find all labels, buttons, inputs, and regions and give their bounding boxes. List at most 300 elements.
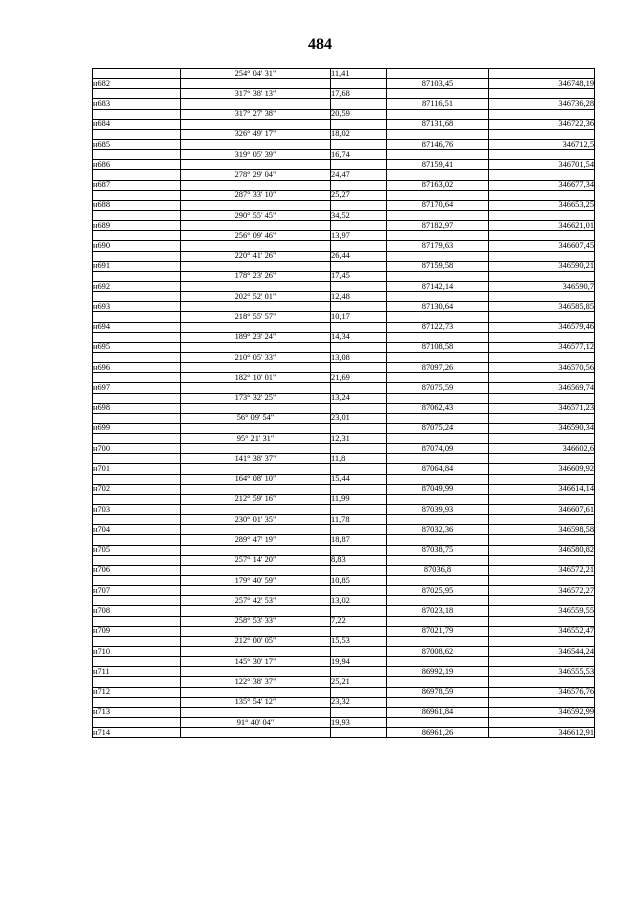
segment-row xyxy=(93,454,595,464)
point-name: н687 xyxy=(93,180,181,190)
point-row xyxy=(93,667,595,677)
distance-cell: 15,44 xyxy=(331,474,387,484)
x-cell xyxy=(387,718,489,728)
x-coordinate: 87038,75 xyxy=(387,545,489,555)
y-cell xyxy=(489,515,595,525)
angle-cell xyxy=(181,647,331,657)
segment-row xyxy=(93,292,595,302)
x-cell xyxy=(387,170,489,180)
point-row xyxy=(93,626,595,636)
y-cell xyxy=(489,190,595,200)
angle-cell: 135° 54' 12" xyxy=(181,697,331,707)
x-cell xyxy=(387,150,489,160)
x-cell xyxy=(387,231,489,241)
x-cell xyxy=(387,332,489,342)
angle-cell: 164° 08' 10" xyxy=(181,474,331,484)
y-cell xyxy=(489,555,595,565)
x-coordinate: 87025,95 xyxy=(387,586,489,596)
distance-cell xyxy=(331,241,387,251)
segment-row xyxy=(93,677,595,687)
distance-cell xyxy=(331,525,387,535)
y-coordinate: 346602,6 xyxy=(489,444,595,454)
point-row xyxy=(93,565,595,575)
angle-cell xyxy=(181,200,331,210)
angle-cell xyxy=(181,667,331,677)
x-coordinate: 87116,51 xyxy=(387,99,489,109)
point-row xyxy=(93,302,595,312)
angle-cell xyxy=(181,484,331,494)
segment-row xyxy=(93,129,595,139)
point-name: н689 xyxy=(93,221,181,231)
segment-row xyxy=(93,69,595,79)
angle-cell: 289° 47' 19" xyxy=(181,535,331,545)
point-cell xyxy=(93,129,181,139)
point-name: н711 xyxy=(93,667,181,677)
x-cell xyxy=(387,677,489,687)
point-cell xyxy=(93,454,181,464)
point-name: н693 xyxy=(93,302,181,312)
x-cell xyxy=(387,373,489,383)
point-name: н709 xyxy=(93,626,181,636)
distance-cell xyxy=(331,687,387,697)
point-name: н704 xyxy=(93,525,181,535)
point-row xyxy=(93,160,595,170)
point-row xyxy=(93,200,595,210)
segment-row xyxy=(93,352,595,362)
y-cell xyxy=(489,393,595,403)
y-cell xyxy=(489,657,595,667)
point-cell xyxy=(93,373,181,383)
x-cell xyxy=(387,69,489,79)
distance-cell: 12,48 xyxy=(331,292,387,302)
angle-cell xyxy=(181,79,331,89)
distance-cell: 7,22 xyxy=(331,616,387,626)
point-row xyxy=(93,464,595,474)
angle-cell xyxy=(181,322,331,332)
point-row xyxy=(93,363,595,373)
point-row xyxy=(93,403,595,413)
point-cell xyxy=(93,494,181,504)
x-cell xyxy=(387,190,489,200)
distance-cell: 11,41 xyxy=(331,69,387,79)
distance-cell xyxy=(331,667,387,677)
x-coordinate: 87036,8 xyxy=(387,565,489,575)
y-coordinate: 346559,55 xyxy=(489,606,595,616)
y-coordinate: 346577,12 xyxy=(489,342,595,352)
x-coordinate: 87032,36 xyxy=(387,525,489,535)
segment-row xyxy=(93,616,595,626)
y-coordinate: 346607,61 xyxy=(489,505,595,515)
distance-cell xyxy=(331,261,387,271)
point-cell xyxy=(93,596,181,606)
point-cell xyxy=(93,69,181,79)
y-cell xyxy=(489,434,595,444)
point-name: н695 xyxy=(93,342,181,352)
segment-row xyxy=(93,413,595,423)
y-coordinate: 346590,34 xyxy=(489,423,595,433)
angle-cell: 141° 38' 37" xyxy=(181,454,331,464)
angle-cell xyxy=(181,221,331,231)
point-row xyxy=(93,383,595,393)
segment-row xyxy=(93,535,595,545)
point-cell xyxy=(93,636,181,646)
x-coordinate: 87170,64 xyxy=(387,200,489,210)
distance-cell: 17,45 xyxy=(331,271,387,281)
point-cell xyxy=(93,474,181,484)
distance-cell: 34,52 xyxy=(331,210,387,220)
y-coordinate: 346621,01 xyxy=(489,221,595,231)
x-coordinate: 87182,97 xyxy=(387,221,489,231)
point-cell xyxy=(93,697,181,707)
distance-cell: 13,24 xyxy=(331,393,387,403)
angle-cell xyxy=(181,302,331,312)
x-coordinate: 87021,79 xyxy=(387,626,489,636)
point-row xyxy=(93,342,595,352)
point-cell xyxy=(93,352,181,362)
point-cell xyxy=(93,616,181,626)
point-row xyxy=(93,79,595,89)
y-coordinate: 346609,92 xyxy=(489,464,595,474)
x-coordinate: 87159,41 xyxy=(387,160,489,170)
distance-cell: 10,17 xyxy=(331,312,387,322)
y-cell xyxy=(489,150,595,160)
point-name: н682 xyxy=(93,79,181,89)
y-cell xyxy=(489,352,595,362)
segment-row xyxy=(93,373,595,383)
x-coordinate: 87008,62 xyxy=(387,647,489,657)
segment-row xyxy=(93,515,595,525)
point-name: н691 xyxy=(93,261,181,271)
distance-cell xyxy=(331,586,387,596)
y-coordinate: 346614,14 xyxy=(489,484,595,494)
x-cell xyxy=(387,474,489,484)
x-coordinate: 86978,59 xyxy=(387,687,489,697)
x-cell xyxy=(387,413,489,423)
distance-cell: 20,59 xyxy=(331,109,387,119)
segment-row xyxy=(93,312,595,322)
distance-cell: 8,83 xyxy=(331,555,387,565)
point-row xyxy=(93,241,595,251)
x-coordinate: 87097,26 xyxy=(387,363,489,373)
y-cell xyxy=(489,535,595,545)
point-name: н685 xyxy=(93,139,181,149)
segment-row xyxy=(93,89,595,99)
distance-cell xyxy=(331,383,387,393)
angle-cell xyxy=(181,565,331,575)
segment-row xyxy=(93,636,595,646)
x-coordinate: 87075,24 xyxy=(387,423,489,433)
point-cell xyxy=(93,515,181,525)
distance-cell: 12,31 xyxy=(331,434,387,444)
point-name: н696 xyxy=(93,363,181,373)
point-row xyxy=(93,484,595,494)
distance-cell xyxy=(331,363,387,373)
y-coordinate: 346552,47 xyxy=(489,626,595,636)
distance-cell xyxy=(331,302,387,312)
y-coordinate: 346592,99 xyxy=(489,707,595,717)
point-cell xyxy=(93,657,181,667)
y-coordinate: 346590,7 xyxy=(489,281,595,291)
angle-cell: 182° 10' 01" xyxy=(181,373,331,383)
angle-cell: 173° 32' 25" xyxy=(181,393,331,403)
angle-cell: 56° 09' 54" xyxy=(181,413,331,423)
angle-cell: 212° 59' 16" xyxy=(181,494,331,504)
point-cell xyxy=(93,718,181,728)
point-cell xyxy=(93,271,181,281)
point-cell xyxy=(93,292,181,302)
segment-row xyxy=(93,190,595,200)
y-cell xyxy=(489,251,595,261)
distance-cell xyxy=(331,464,387,474)
point-name: н702 xyxy=(93,484,181,494)
angle-cell: 202° 52' 01" xyxy=(181,292,331,302)
point-row xyxy=(93,444,595,454)
x-cell xyxy=(387,352,489,362)
distance-cell xyxy=(331,139,387,149)
angle-cell xyxy=(181,423,331,433)
x-cell xyxy=(387,210,489,220)
point-row xyxy=(93,525,595,535)
y-cell xyxy=(489,616,595,626)
angle-cell xyxy=(181,342,331,352)
x-coordinate: 87039,93 xyxy=(387,505,489,515)
x-coordinate: 87074,09 xyxy=(387,444,489,454)
y-coordinate: 346569,74 xyxy=(489,383,595,393)
angle-cell: 91° 40' 04" xyxy=(181,718,331,728)
y-coordinate: 346580,82 xyxy=(489,545,595,555)
point-cell xyxy=(93,89,181,99)
segment-row xyxy=(93,150,595,160)
angle-cell: 145° 30' 17" xyxy=(181,657,331,667)
angle-cell: 290° 55' 45" xyxy=(181,210,331,220)
angle-cell: 317° 38' 13" xyxy=(181,89,331,99)
point-row xyxy=(93,139,595,149)
angle-cell xyxy=(181,626,331,636)
y-cell xyxy=(489,697,595,707)
angle-cell xyxy=(181,464,331,474)
point-row xyxy=(93,505,595,515)
point-row xyxy=(93,221,595,231)
x-cell xyxy=(387,596,489,606)
y-cell xyxy=(489,210,595,220)
distance-cell xyxy=(331,79,387,89)
x-cell xyxy=(387,535,489,545)
point-name: н699 xyxy=(93,423,181,433)
angle-cell: 220° 41' 26" xyxy=(181,251,331,261)
distance-cell: 13,08 xyxy=(331,352,387,362)
y-cell xyxy=(489,170,595,180)
distance-cell xyxy=(331,707,387,717)
point-row xyxy=(93,423,595,433)
x-coordinate: 87122,73 xyxy=(387,322,489,332)
x-cell xyxy=(387,576,489,586)
distance-cell xyxy=(331,119,387,129)
x-cell xyxy=(387,292,489,302)
y-coordinate: 346736,28 xyxy=(489,99,595,109)
y-cell xyxy=(489,494,595,504)
angle-cell: 287° 33' 10" xyxy=(181,190,331,200)
coordinates-table xyxy=(92,68,595,738)
y-coordinate: 346590,21 xyxy=(489,261,595,271)
segment-row xyxy=(93,555,595,565)
distance-cell: 25,27 xyxy=(331,190,387,200)
distance-cell: 23,01 xyxy=(331,413,387,423)
angle-cell: 257° 42' 53" xyxy=(181,596,331,606)
angle-cell: 218° 55' 57" xyxy=(181,312,331,322)
angle-cell xyxy=(181,160,331,170)
point-row xyxy=(93,261,595,271)
y-coordinate: 346572,27 xyxy=(489,586,595,596)
distance-cell: 26,44 xyxy=(331,251,387,261)
point-row xyxy=(93,545,595,555)
x-coordinate: 87075,59 xyxy=(387,383,489,393)
angle-cell: 317° 27' 38" xyxy=(181,109,331,119)
y-cell xyxy=(489,596,595,606)
x-coordinate: 87103,45 xyxy=(387,79,489,89)
point-name: н688 xyxy=(93,200,181,210)
y-cell xyxy=(489,231,595,241)
y-cell xyxy=(489,332,595,342)
angle-cell xyxy=(181,383,331,393)
angle-cell xyxy=(181,707,331,717)
distance-cell xyxy=(331,606,387,616)
x-coordinate: 87131,68 xyxy=(387,119,489,129)
distance-cell: 19,93 xyxy=(331,718,387,728)
point-name: н708 xyxy=(93,606,181,616)
y-coordinate: 346576,76 xyxy=(489,687,595,697)
angle-cell: 256° 09' 46" xyxy=(181,231,331,241)
x-coordinate: 87146,76 xyxy=(387,139,489,149)
page-number: 484 xyxy=(308,36,332,53)
y-coordinate: 346570,56 xyxy=(489,363,595,373)
y-coordinate: 346572,21 xyxy=(489,565,595,575)
point-cell xyxy=(93,109,181,119)
point-cell xyxy=(93,535,181,545)
angle-cell xyxy=(181,606,331,616)
segment-row xyxy=(93,718,595,728)
segment-row xyxy=(93,271,595,281)
x-cell xyxy=(387,636,489,646)
y-coordinate: 346571,23 xyxy=(489,403,595,413)
y-cell xyxy=(489,292,595,302)
y-cell xyxy=(489,576,595,586)
distance-cell: 15,53 xyxy=(331,636,387,646)
point-name: н683 xyxy=(93,99,181,109)
y-coordinate: 346607,45 xyxy=(489,241,595,251)
point-cell xyxy=(93,413,181,423)
distance-cell xyxy=(331,728,387,738)
angle-cell xyxy=(181,505,331,515)
y-coordinate: 346555,53 xyxy=(489,667,595,677)
distance-cell xyxy=(331,99,387,109)
distance-cell: 18,02 xyxy=(331,129,387,139)
point-name: н684 xyxy=(93,119,181,129)
point-name: н714 xyxy=(93,728,181,738)
angle-cell: 278° 29' 04" xyxy=(181,170,331,180)
distance-cell: 11,8 xyxy=(331,454,387,464)
point-row xyxy=(93,180,595,190)
x-cell xyxy=(387,129,489,139)
distance-cell: 13,02 xyxy=(331,596,387,606)
point-name: н694 xyxy=(93,322,181,332)
distance-cell: 23,32 xyxy=(331,697,387,707)
point-cell xyxy=(93,434,181,444)
distance-cell: 18,87 xyxy=(331,535,387,545)
point-row xyxy=(93,119,595,129)
point-cell xyxy=(93,576,181,586)
x-cell xyxy=(387,434,489,444)
y-coordinate: 346544,24 xyxy=(489,647,595,657)
y-coordinate: 346712,5 xyxy=(489,139,595,149)
point-cell xyxy=(93,312,181,322)
distance-cell xyxy=(331,545,387,555)
y-coordinate: 346653,25 xyxy=(489,200,595,210)
x-coordinate: 87064,84 xyxy=(387,464,489,474)
segment-row xyxy=(93,170,595,180)
x-cell xyxy=(387,89,489,99)
distance-cell xyxy=(331,565,387,575)
x-cell xyxy=(387,251,489,261)
point-cell xyxy=(93,150,181,160)
segment-row xyxy=(93,332,595,342)
angle-cell xyxy=(181,139,331,149)
x-cell xyxy=(387,555,489,565)
point-row xyxy=(93,707,595,717)
x-cell xyxy=(387,454,489,464)
y-coordinate: 346579,46 xyxy=(489,322,595,332)
distance-cell xyxy=(331,221,387,231)
angle-cell xyxy=(181,241,331,251)
angle-cell xyxy=(181,363,331,373)
point-row xyxy=(93,281,595,291)
segment-row xyxy=(93,697,595,707)
distance-cell xyxy=(331,626,387,636)
segment-row xyxy=(93,596,595,606)
y-cell xyxy=(489,454,595,464)
y-cell xyxy=(489,312,595,322)
x-coordinate: 86992,19 xyxy=(387,667,489,677)
segment-row xyxy=(93,251,595,261)
angle-cell xyxy=(181,261,331,271)
point-name: н713 xyxy=(93,707,181,717)
y-coordinate: 346612,91 xyxy=(489,728,595,738)
distance-cell: 14,34 xyxy=(331,332,387,342)
y-cell xyxy=(489,677,595,687)
segment-row xyxy=(93,109,595,119)
angle-cell xyxy=(181,444,331,454)
distance-cell: 11,78 xyxy=(331,515,387,525)
x-coordinate: 86961,84 xyxy=(387,707,489,717)
angle-cell: 122° 38' 37" xyxy=(181,677,331,687)
x-coordinate: 86961,26 xyxy=(387,728,489,738)
point-name: н712 xyxy=(93,687,181,697)
y-coordinate: 346701,54 xyxy=(489,160,595,170)
point-name: н690 xyxy=(93,241,181,251)
segment-row xyxy=(93,657,595,667)
distance-cell xyxy=(331,505,387,515)
y-cell xyxy=(489,636,595,646)
angle-cell: 230° 01' 35" xyxy=(181,515,331,525)
angle-cell xyxy=(181,403,331,413)
distance-cell: 25,21 xyxy=(331,677,387,687)
y-cell xyxy=(489,474,595,484)
y-cell xyxy=(489,129,595,139)
distance-cell xyxy=(331,484,387,494)
x-coordinate: 87108,58 xyxy=(387,342,489,352)
angle-cell: 326° 49' 17" xyxy=(181,129,331,139)
segment-row xyxy=(93,494,595,504)
point-cell xyxy=(93,555,181,565)
